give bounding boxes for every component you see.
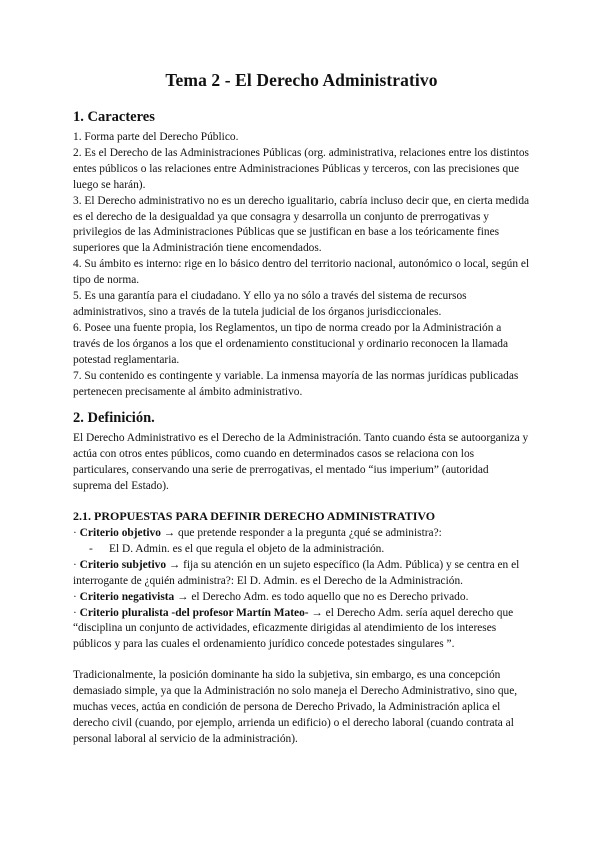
section-heading: 1. Caracteres [73, 109, 155, 125]
section-heading: 2. Definición. [73, 410, 155, 427]
spacer [73, 653, 530, 668]
sub-item-text: El D. Admin. es el que regula el objeto de la administración. [109, 542, 385, 555]
criterion-objective [73, 526, 530, 542]
criterion-text: → fija su atención en un sujeto específico (la Adm. Pública) y se centra en el interrogante de ¿quién administra?: El D. Admin. es el Derecho de la Administración. [73, 558, 520, 587]
criterion-label: Criterio pluralista -del profesor Martín Mateo- [79, 606, 309, 619]
criterion-text: → el Derecho Adm. es todo aquello que no es Derecho privado. [174, 590, 469, 603]
bullet: · [73, 606, 80, 619]
criterion-label: Criterio subjetivo [79, 558, 167, 571]
criterion-pluralist [73, 606, 530, 654]
closing-paragraph: Tradicionalmente, la posición dominante ha sido la subjetiva, sin embargo, es una concepción demasiado simple, ya que la Administración no solo maneja el Derecho Administrativo, sino que, muchas veces, actúa en condición de persona de Derecho Privado, la Administración aplica el derecho civil (cuando, por ejemplo, arrienda un edificio) o el derecho laboral (cuando contrata al personal laboral al servicio de la administración). [73, 669, 518, 745]
list-item: 1. Forma parte del Derecho Público. [73, 131, 239, 143]
list-item: 2. Es el Derecho de las Administraciones Públicas (org. administrativa, relaciones entre los distintos entes públicos o las relaciones entre Administraciones Públicas y terceros, con las precisiones que luego se harán). [73, 146, 529, 191]
bullet: · [73, 558, 80, 571]
section-propuestas [73, 509, 530, 748]
list-item: 5. Es una garantía para el ciudadano. Y ello ya no sólo a través del sistema de recursos administrativos, sino a través de la tutela judicial de los órganos jurisdiccionales. [73, 290, 467, 318]
criterion-subjective [73, 558, 530, 590]
list-item: 4. Su ámbito es interno: rige en lo básico dentro del territorio nacional, autonómico o local, según el tipo de norma. [73, 258, 530, 287]
criterion-negative [73, 590, 530, 606]
section-definicion [73, 410, 530, 495]
section-caracteres [73, 109, 530, 400]
sub-item [73, 542, 530, 558]
dash-marker: - [89, 542, 93, 555]
list-item: 7. Su contenido es contingente y variable. La inmensa mayoría de las normas jurídicas publicadas pertenecen precisamente al ámbito administrativo. [73, 369, 519, 398]
criterion-text: → el Derecho Adm. sería aquel derecho que “disciplina un conjunto de actividades, eficazmente dirigidas al atendimiento de los intereses públicos y para las cuales el ordenamiento jurídico concede potestades singulares ”. [73, 606, 514, 651]
list-item: 3. El Derecho administrativo no es un derecho igualitario, cabría incluso decir que, en cierta medida es el derecho de la desigualdad ya que consagra y desarrolla un conjunto de prerrogativas y privilegios de las Administraciones Públicas que se justifican en base a los teóricamente fines superiores que la Administración tiene encomendados. [73, 194, 530, 255]
criterion-text: → que pretende responder a la pregunta ¿qué se administra?: [160, 527, 442, 540]
criterion-label: Criterio negativista [79, 590, 175, 603]
document-title: Tema 2 - El Derecho Administrativo [165, 70, 438, 90]
bullet: · [73, 590, 80, 603]
criterion-label: Criterio objetivo [79, 527, 161, 540]
list-item: 6. Posee una fuente propia, los Reglamentos, un tipo de norma creado por la Administración a través de los órganos a los que el ordenamiento constitucional y ordinario reconocen la llamada potestad reglamentaria. [73, 321, 509, 366]
paragraph: El Derecho Administrativo es el Derecho de la Administración. Tanto cuando ésta se autoorganiza y actúa con otros entes públicos, como cuando en determinados casos se relaciona con los particulares, conservando una serie de prerrogativas, el mentado “ius imperium” (autoridad suprema del Estado). [73, 432, 529, 493]
bullet: · [73, 527, 80, 540]
subsection-heading: 2.1. PROPUESTAS PARA DEFINIR DERECHO ADMINISTRATIVO [73, 509, 436, 524]
